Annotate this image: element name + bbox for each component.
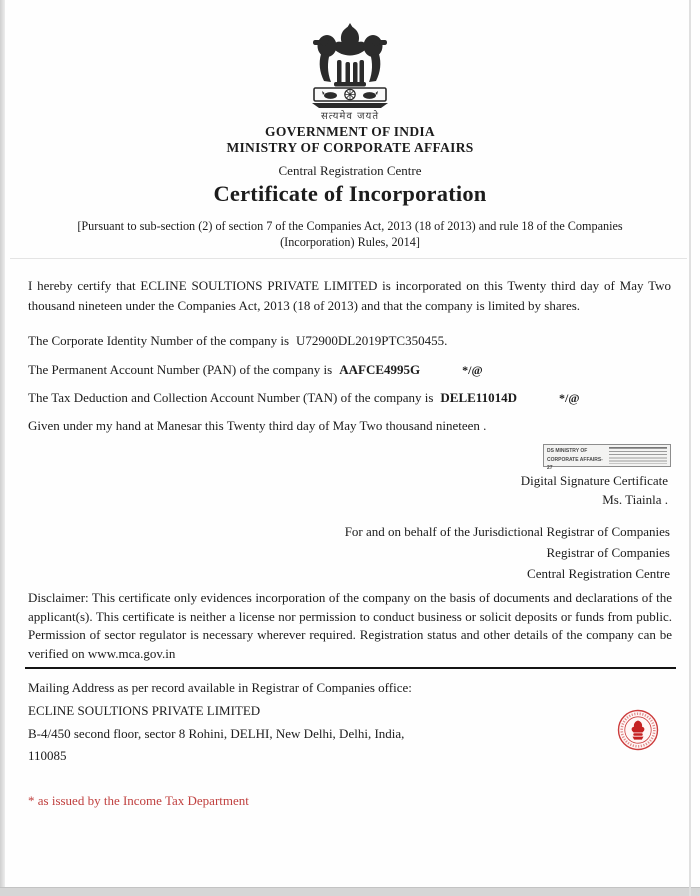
- divider-light: [10, 258, 687, 259]
- centre-line: Central Registration Centre: [527, 566, 670, 581]
- pan-suffix: */@: [462, 363, 483, 377]
- registrar-line: Registrar of Companies: [546, 545, 670, 560]
- address-line: B-4/450 second floor, sector 8 Rohini, DELHI, New Delhi, Delhi, India,: [28, 726, 405, 741]
- government-heading: GOVERNMENT OF INDIA: [265, 124, 435, 139]
- pursuant-subtitle: [Pursuant to sub-section (2) of section 7 of the Companies Act, 2013 (18 of 2013) and rule 18 of the Companies (Incorporation) Rules, 2014]: [77, 219, 623, 250]
- certificate-title: Certificate of Incorporation: [213, 181, 487, 206]
- divider-dark: [25, 667, 676, 669]
- centre-heading: Central Registration Centre: [278, 163, 422, 178]
- stamp-fineprint: [609, 447, 667, 464]
- cin-label: The Corporate Identity Number of the company is: [28, 333, 290, 348]
- company-name: ECLINE SOULTIONS PRIVATE LIMITED: [28, 703, 261, 718]
- given-under-hand-line: Given under my hand at Manesar this Twenty third day of May Two thousand nineteen .: [28, 418, 487, 433]
- signer-name: Ms. Tiainla .: [602, 492, 668, 507]
- pan-line: [28, 360, 483, 380]
- disclaimer-paragraph: Disclaimer: This certificate only evidences incorporation of the company on the basis of documents and declarations of the applicant(s). This certificate is neither a license nor permission to conduct business or solicit deposits or funds from public. Permission of sector regulator is necessary wherever required. Registration status and other details of the company can be verified on www.mca.gov.in: [28, 590, 672, 662]
- tan-line: [28, 388, 579, 408]
- cin-line: [28, 331, 447, 351]
- national-emblem-icon: [0, 22, 700, 108]
- income-tax-footnote: * as issued by the Income Tax Department: [28, 793, 249, 808]
- stamp-text: DS MINISTRY OF CORPORATE AFFAIRS-27: [547, 448, 603, 471]
- cin-value: U72900DL2019PTC350455.: [296, 333, 448, 348]
- scan-edge-bottom: [0, 887, 700, 896]
- ministry-heading: MINISTRY OF CORPORATE AFFAIRS: [226, 140, 474, 155]
- pan-value: AAFCE4995G: [339, 362, 421, 377]
- tan-suffix: */@: [558, 391, 580, 405]
- digital-signature-stamp: [543, 444, 671, 471]
- tan-label: The Tax Deduction and Collection Account Number (TAN) of the company is: [28, 390, 434, 405]
- mailing-heading: Mailing Address as per record available in Registrar of Companies office:: [28, 680, 412, 695]
- pan-label: The Permanent Account Number (PAN) of the company is: [28, 362, 333, 377]
- certify-paragraph: I hereby certify that ECLINE SOULTIONS PRIVATE LIMITED is incorporated on this Twenty third day of May Two thousand nineteen under the Companies Act, 2013 (18 of 2013) and that the company is limited by shares.: [28, 278, 671, 313]
- postal-code: 110085: [28, 748, 67, 763]
- emblem-motto: सत्यमेव जयते: [320, 111, 380, 122]
- mca-seal-icon: [617, 709, 659, 756]
- tan-value: DELE11014D: [440, 390, 517, 405]
- on-behalf-line: For and on behalf of the Jurisdictional Registrar of Companies: [344, 524, 670, 539]
- dsc-label: Digital Signature Certificate: [520, 473, 668, 488]
